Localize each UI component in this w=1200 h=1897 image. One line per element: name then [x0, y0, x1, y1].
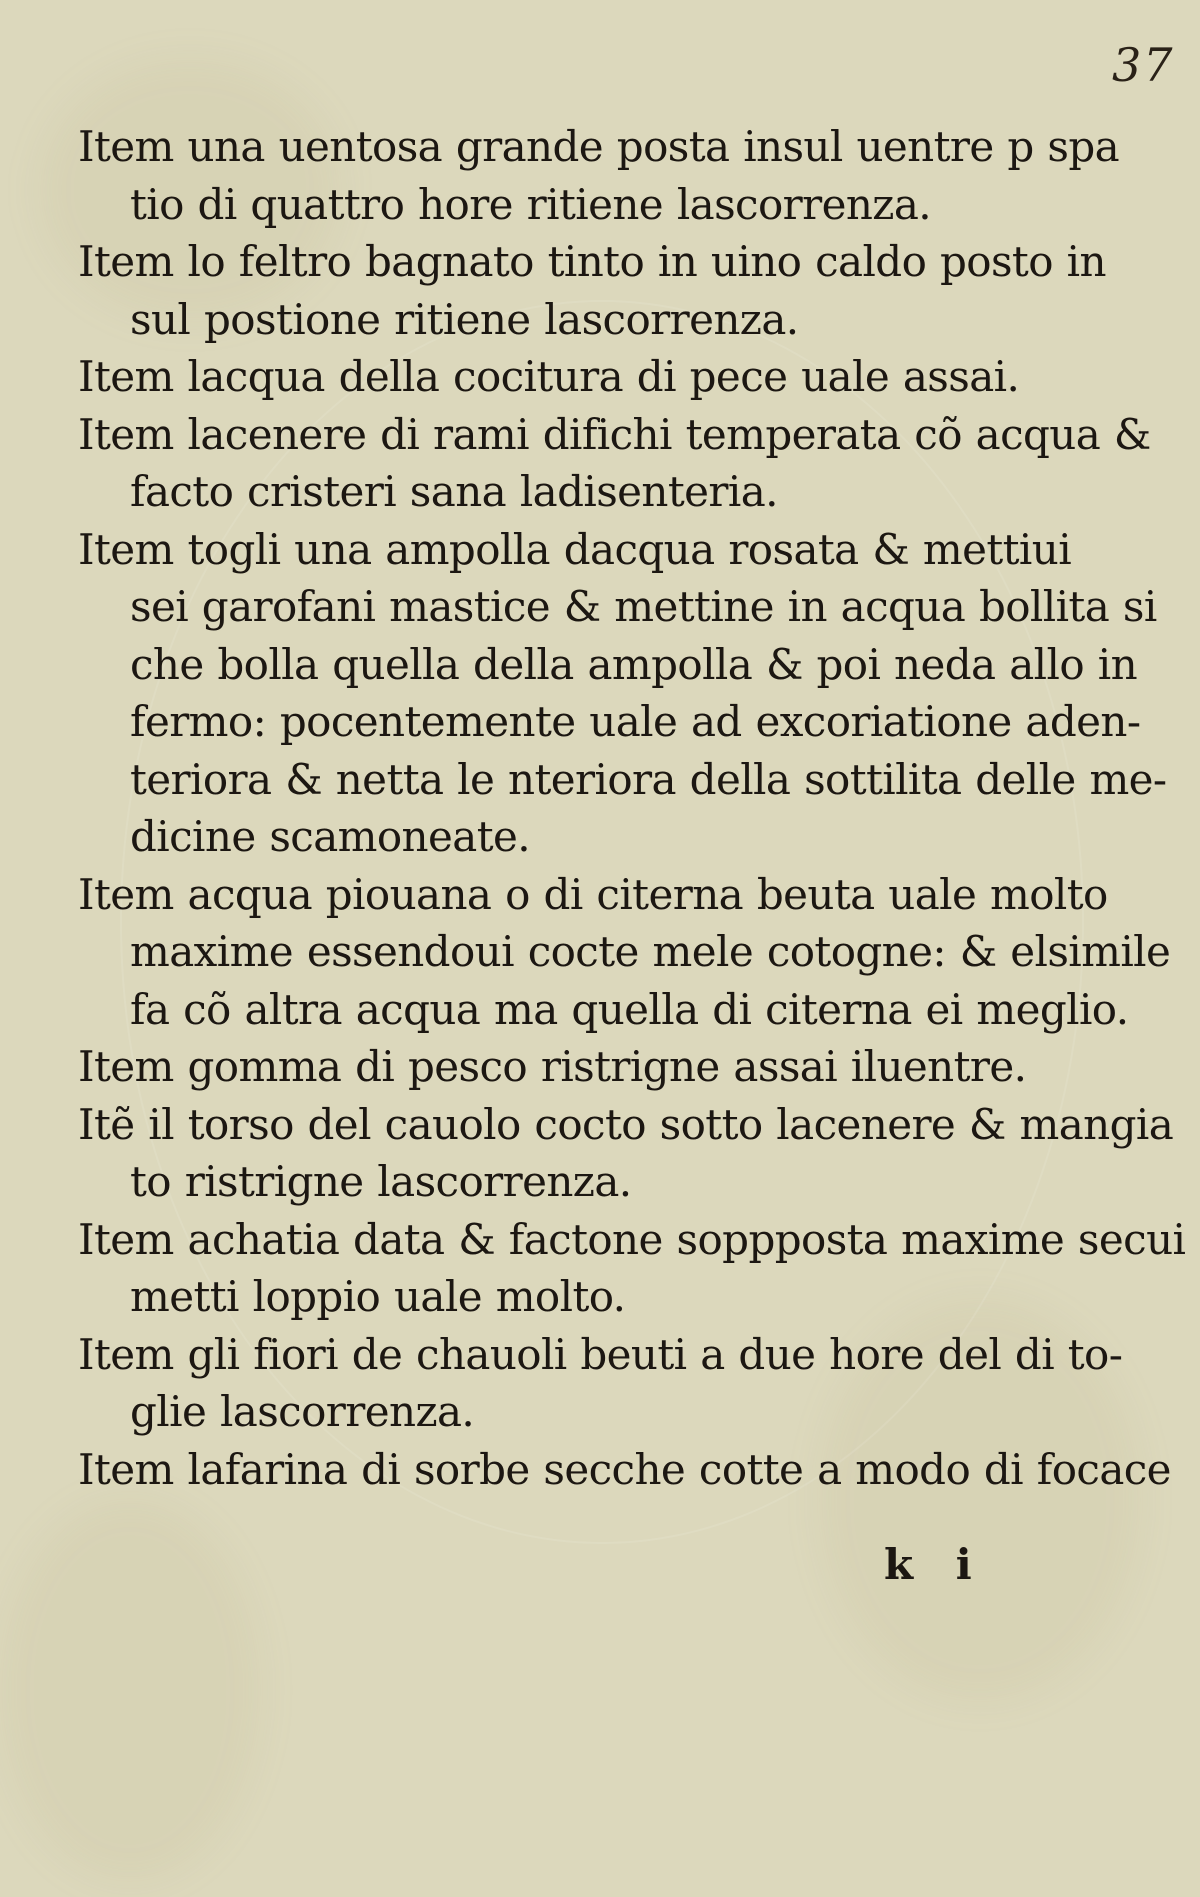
text-line: Item gomma di pesco ristrigne assai iluentre. [78, 1042, 1027, 1091]
text-line: Item una uentosa grande posta insul uentre p spa [78, 122, 1120, 171]
text-line: sei garofani mastice & mettine in acqua bollita si [130, 582, 1157, 631]
text-line: che bolla quella della ampolla & poi neda allo in [130, 639, 1138, 689]
signature-mark: k i [884, 1540, 986, 1589]
text-line: to ristrigne lascorrenza. [130, 1157, 632, 1206]
text-line: Item acqua piouana o di citerna beuta uale molto [78, 869, 1108, 919]
text-line: maxime essendoui cocte mele cotogne: & elsimile [130, 927, 1171, 976]
text-line: glie lascorrenza. [130, 1387, 475, 1436]
text-line: facto cristeri sana ladisenteria. [130, 467, 778, 516]
text-line: fermo: pocentemente uale ad excoriatione aden- [130, 697, 1141, 746]
text-block [78, 118, 1186, 1498]
text-line: fa cõ altra acqua ma quella di citerna ei meglio. [130, 984, 1129, 1034]
text-line: teriora & netta le nteriora della sottilita delle me- [130, 754, 1167, 804]
text-line: Itẽ il torso del cauolo cocto sotto lacenere & mangia [78, 1099, 1174, 1149]
text-line: tio di quattro hore ritiene lascorrenza. [130, 179, 932, 229]
text-line: Item achatia data & factone soppposta maxime secui [78, 1214, 1186, 1264]
text-line: metti loppio uale molto. [130, 1272, 626, 1321]
folio-number: 37 [1112, 38, 1175, 92]
text-line: Item gli fiori de chauoli beuti a due hore del di to- [78, 1329, 1123, 1379]
text-line: sul postione ritiene lascorrenza. [130, 294, 799, 344]
text-line: Item lacenere di rami difichi temperata cõ acqua & [78, 409, 1151, 459]
text-line: Item lo feltro bagnato tinto in uino caldo posto in [78, 237, 1106, 286]
text-line: Item lafarina di sorbe secche cotte a modo di focace [78, 1444, 1171, 1494]
text-line: Item togli una ampolla dacqua rosata & mettiui [78, 524, 1072, 574]
text-line: Item lacqua della cocitura di pece uale assai. [78, 352, 1020, 401]
paper-stain [0, 1500, 260, 1880]
text-line: dicine scamoneate. [130, 812, 530, 861]
